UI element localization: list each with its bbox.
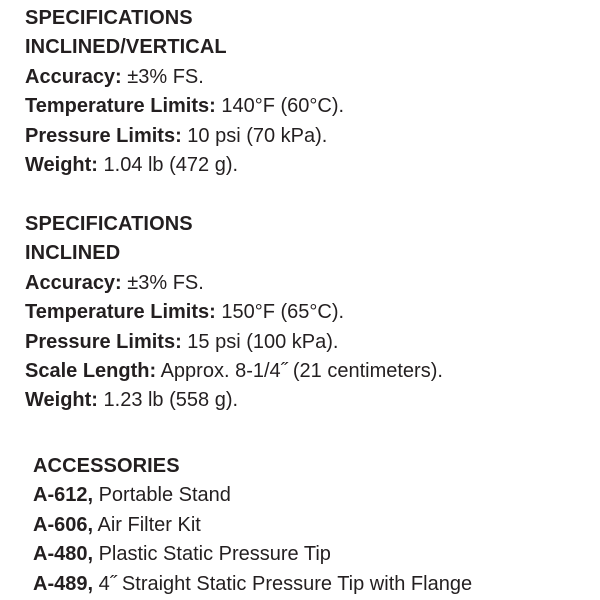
spec-value: 1.04 lb (472 g).: [97, 154, 239, 177]
spec-label: Pressure Limits:: [25, 330, 182, 353]
section-heading: ACCESSORIES: [33, 455, 180, 477]
spec-row-pressure-limits: [25, 328, 443, 357]
spec-label: Accuracy:: [25, 271, 122, 294]
accessory-item: [33, 511, 472, 540]
spec-value: 10 psi (70 kPa).: [181, 124, 328, 147]
accessories-section: [33, 452, 472, 599]
spec-row-weight: [25, 151, 344, 180]
accessory-description: 4˝ Straight Static Pressure Tip with Flange: [93, 572, 473, 595]
spec-label: Weight:: [25, 154, 98, 177]
section-heading: SPECIFICATIONS: [25, 7, 193, 29]
spec-value: ±3% FS.: [121, 271, 204, 294]
section-subheading: INCLINED: [25, 242, 121, 265]
spec-value: 1.23 lb (558 g).: [97, 389, 239, 412]
spec-row-temperature-limits: [25, 298, 443, 327]
spec-label: Pressure Limits:: [25, 124, 182, 147]
spec-row-weight: [25, 386, 443, 415]
accessory-item: [33, 570, 472, 599]
accessory-code: A-612,: [33, 484, 94, 507]
spec-label: Temperature Limits:: [25, 301, 216, 324]
accessory-description: Portable Stand: [93, 484, 231, 507]
spec-row-accuracy: [25, 63, 344, 92]
spec-value: ±3% FS.: [121, 65, 204, 88]
spec-label: Temperature Limits:: [25, 95, 216, 118]
accessory-item: [33, 481, 472, 510]
section-heading: SPECIFICATIONS: [25, 213, 193, 235]
spec-value: 15 psi (100 kPa).: [181, 330, 339, 353]
accessory-description: Air Filter Kit: [93, 513, 201, 536]
spec-value: Approx. 8-1/4˝ (21 centimeters).: [156, 360, 443, 383]
accessory-description: Plastic Static Pressure Tip: [93, 543, 331, 566]
spec-label: Weight:: [25, 389, 98, 412]
accessory-code: A-606,: [33, 513, 94, 536]
spec-label: Scale Length:: [25, 360, 157, 383]
spec-row-accuracy: [25, 269, 443, 298]
section-subheading: INCLINED/VERTICAL: [25, 36, 227, 59]
accessory-code: A-489,: [33, 572, 94, 595]
spec-inclined-vertical-section: [25, 4, 344, 180]
accessory-code: A-480,: [33, 543, 94, 566]
spec-row-scale-length: [25, 357, 443, 386]
spec-row-pressure-limits: [25, 122, 344, 151]
spec-inclined-section: [25, 210, 443, 416]
accessory-item: [33, 540, 472, 569]
spec-label: Accuracy:: [25, 65, 122, 88]
spec-row-temperature-limits: [25, 92, 344, 121]
spec-value: 150°F (65°C).: [215, 301, 345, 324]
spec-value: 140°F (60°C).: [215, 95, 345, 118]
